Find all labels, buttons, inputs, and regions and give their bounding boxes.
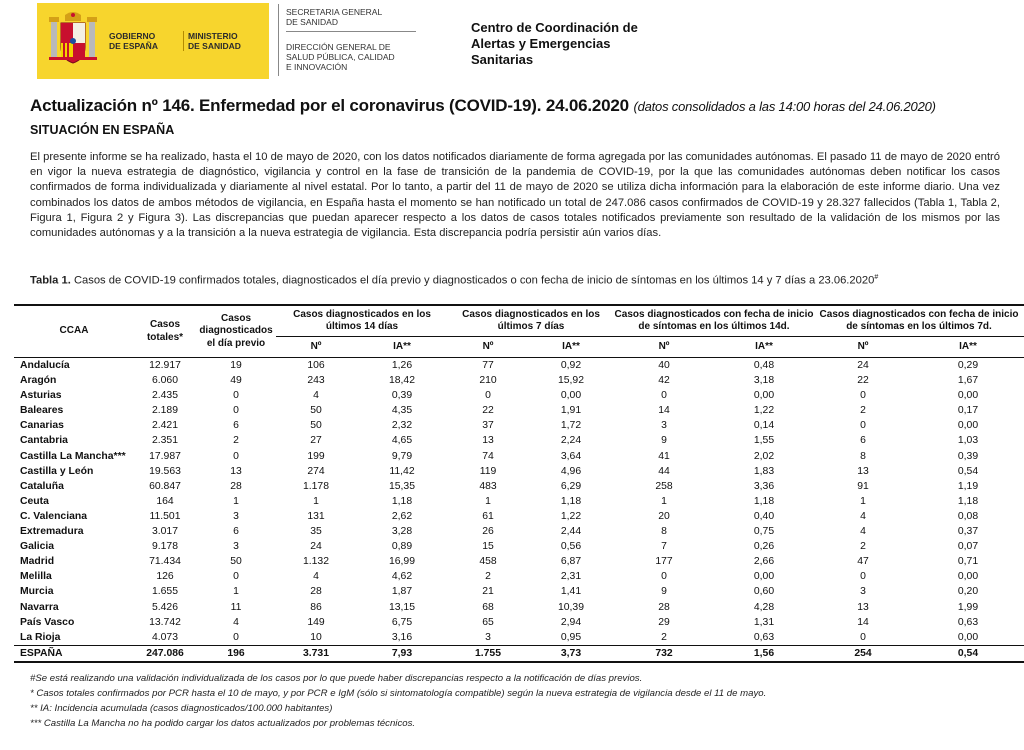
- region-name: La Rioja: [20, 631, 61, 643]
- ministry-label: MINISTERIO DE SANIDAD: [183, 31, 258, 51]
- header-diag-14d: Casos diagnosticados en los últimos 14 días: [276, 305, 448, 337]
- table-cell: 1,31: [753, 616, 775, 628]
- table-cell: 41: [658, 450, 670, 462]
- table-row: [14, 388, 1024, 403]
- table-cell: 2.189: [151, 405, 178, 417]
- table-cell: 3,28: [391, 526, 413, 538]
- table-cell: 13: [857, 465, 869, 477]
- table-cell: 1,41: [560, 586, 582, 598]
- table-row: [14, 358, 1024, 374]
- header-symptoms-7d: Casos diagnosticados con fecha de inicio de síntomas en los últimos 7d.: [814, 305, 1024, 337]
- table-cell: 91: [857, 480, 869, 492]
- table-cell: 4: [313, 390, 319, 402]
- table-cell: 9,79: [391, 450, 413, 462]
- table-cell: 1,18: [391, 495, 413, 507]
- table-cell: 0: [233, 571, 239, 583]
- region-name: Ceuta: [20, 495, 49, 507]
- table-cell: 3.017: [151, 526, 178, 538]
- table-cell: 24: [310, 541, 322, 553]
- table-cell: 35: [310, 526, 322, 538]
- table-cell: 37: [482, 420, 494, 432]
- region-name: Asturias: [20, 390, 62, 402]
- table-cell: 243: [307, 375, 325, 387]
- table-cell: 258: [655, 480, 673, 492]
- table-cell: 28: [310, 586, 322, 598]
- table-cell: 14: [658, 405, 670, 417]
- table-cell: 4,65: [391, 435, 413, 447]
- table-cell: 16,99: [388, 556, 415, 568]
- region-name: Canarias: [20, 420, 64, 432]
- region-name: Madrid: [20, 556, 55, 568]
- table-cell: 177: [655, 556, 673, 568]
- table-row: [14, 539, 1024, 554]
- table-row: [14, 524, 1024, 539]
- table-cell: 106: [307, 360, 325, 371]
- table-cell: 49: [230, 375, 242, 387]
- table-cell: 4,35: [391, 405, 413, 417]
- table-cell: 0,40: [753, 510, 775, 522]
- government-label: GOBIERNO DE ESPAÑA: [109, 31, 158, 51]
- table-cell: 0,92: [560, 360, 582, 371]
- table-cell: 22: [482, 405, 494, 417]
- table-cell: 119: [479, 465, 497, 477]
- header-n: Nº: [276, 337, 356, 358]
- table-body: [14, 358, 1024, 662]
- table-cell: 0: [233, 450, 239, 462]
- header-ia: IA**: [528, 337, 614, 358]
- table-cell: 1,83: [753, 465, 775, 477]
- table-cell: 3,36: [753, 480, 775, 492]
- table-cell: 8: [661, 526, 667, 538]
- table-cell: 1,22: [560, 510, 582, 522]
- table-cell: 149: [307, 616, 325, 628]
- table-cell: 2,66: [753, 556, 775, 568]
- table-caption-mark: #: [874, 274, 879, 281]
- table-cell: 1,19: [957, 480, 979, 492]
- table-cell: 1,26: [391, 360, 413, 371]
- cases-table: [14, 304, 1024, 663]
- table-cell: 4,62: [391, 571, 413, 583]
- table-cell: 20: [658, 510, 670, 522]
- total-cell: 7,93: [356, 645, 448, 662]
- table-row: [14, 569, 1024, 584]
- total-cell: 3,73: [528, 645, 614, 662]
- table-cell: 1: [860, 495, 866, 507]
- table-cell: 0,00: [560, 390, 582, 402]
- table-cell: 4,28: [753, 601, 775, 613]
- header-n: Nº: [814, 337, 912, 358]
- header-ia: IA**: [912, 337, 1024, 358]
- header-symptoms-14d: Casos diagnosticados con fecha de inicio de síntomas en los últimos 14d.: [614, 305, 814, 337]
- table-cell: 2,32: [391, 420, 413, 432]
- page-title: [30, 96, 936, 116]
- title-note: (datos consolidados a las 14:00 horas del 24.06.2020): [633, 99, 936, 114]
- total-cell: 1.755: [448, 645, 528, 662]
- table-cell: 1,55: [753, 435, 775, 447]
- table-cell: 0: [233, 390, 239, 402]
- region-name: Cataluña: [20, 480, 64, 492]
- table-cell: 2.421: [151, 420, 178, 432]
- table-row: [14, 403, 1024, 418]
- table-cell: 2: [485, 571, 491, 583]
- table-cell: 2,02: [753, 450, 775, 462]
- header-ccaa: CCAA: [14, 305, 134, 358]
- table-cell: 2.435: [151, 390, 178, 402]
- table-cell: 77: [482, 360, 494, 371]
- table-cell: 13: [482, 435, 494, 447]
- table-cell: 42: [658, 375, 670, 387]
- table-cell: 11: [230, 601, 242, 613]
- table-cell: 0,00: [957, 390, 979, 402]
- table-cell: 2: [860, 541, 866, 553]
- table-cell: 13: [230, 465, 242, 477]
- table-cell: 4.073: [151, 631, 178, 643]
- region-name: Melilla: [20, 571, 52, 583]
- table-cell: 28: [658, 601, 670, 613]
- table-cell: 0,54: [957, 465, 979, 477]
- total-label: ESPAÑA: [14, 645, 134, 662]
- table-cell: 0,37: [957, 526, 979, 538]
- table-row: [14, 418, 1024, 433]
- table-cell: 3: [661, 420, 667, 432]
- region-name: Murcia: [20, 586, 54, 598]
- table-cell: 1.132: [302, 556, 329, 568]
- table-cell: 0: [860, 631, 866, 643]
- table-cell: 19.563: [149, 465, 181, 477]
- region-name: Castilla La Mancha***: [20, 450, 126, 462]
- header-n: Nº: [448, 337, 528, 358]
- coat-of-arms-icon: [47, 11, 99, 69]
- table-cell: 2,94: [560, 616, 582, 628]
- table-cell: 1.655: [151, 586, 178, 598]
- header-ia: IA**: [356, 337, 448, 358]
- table-cell: 19: [230, 360, 242, 371]
- table-cell: 1,67: [957, 375, 979, 387]
- table-cell: 40: [658, 360, 670, 371]
- table-cell: 0,75: [753, 526, 775, 538]
- table-cell: 0: [233, 405, 239, 417]
- table-cell: 13,15: [388, 601, 415, 613]
- region-name: Extremadura: [20, 526, 84, 538]
- table-cell: 13: [857, 601, 869, 613]
- table-row: [14, 630, 1024, 646]
- table-caption: [30, 274, 1010, 287]
- table-cell: 210: [479, 375, 497, 387]
- table-cell: 47: [857, 556, 869, 568]
- table-cell: 1,99: [957, 601, 979, 613]
- table-cell: 6,75: [391, 616, 413, 628]
- table-cell: 0,60: [753, 586, 775, 598]
- table-cell: 0,00: [957, 420, 979, 432]
- table-cell: 3,18: [753, 375, 775, 387]
- table-cell: 13.742: [149, 616, 181, 628]
- section-heading: SITUACIÓN EN ESPAÑA: [30, 123, 175, 137]
- table-cell: 1,91: [560, 405, 582, 417]
- footnote-ia: ** IA: Incidencia acumulada (casos diagnosticados/100.000 habitantes): [30, 703, 333, 714]
- table-cell: 1,18: [560, 495, 582, 507]
- table-row: [14, 479, 1024, 494]
- table-cell: 274: [307, 465, 325, 477]
- table-cell: 5.426: [151, 601, 178, 613]
- table-caption-text: Casos de COVID-19 confirmados totales, diagnosticados el día previo y diagnosticados o con fecha de inicio de síntomas en los últimos 14 y 7 días a 23.06.2020: [73, 274, 875, 287]
- table-cell: 11.501: [149, 510, 181, 522]
- table-cell: 60.847: [149, 480, 181, 492]
- total-cell: 247.086: [134, 645, 196, 662]
- coordination-center-label: Centro de Coordinación de Alertas y Emergencias Sanitarias: [471, 20, 638, 67]
- table-cell: 9: [661, 435, 667, 447]
- table-cell: 50: [310, 420, 322, 432]
- table-cell: 6: [860, 435, 866, 447]
- table-cell: 1,72: [560, 420, 582, 432]
- table-caption-label: Tabla 1.: [30, 274, 71, 287]
- table-cell: 4: [313, 571, 319, 583]
- table-cell: 0,95: [560, 631, 582, 643]
- table-cell: 0,00: [753, 571, 775, 583]
- table-cell: 0: [661, 390, 667, 402]
- table-cell: 2: [233, 435, 239, 447]
- table-cell: 65: [482, 616, 494, 628]
- table-cell: 0,00: [753, 390, 775, 402]
- header-diag-7d: Casos diagnosticados en los últimos 7 días: [448, 305, 614, 337]
- table-cell: 131: [307, 510, 325, 522]
- region-name: Navarra: [20, 601, 59, 613]
- table-cell: 0,14: [753, 420, 775, 432]
- table-row: [14, 449, 1024, 464]
- table-cell: 1: [313, 495, 319, 507]
- region-name: Castilla y León: [20, 465, 94, 477]
- table-cell: 2,62: [391, 510, 413, 522]
- table-row: [14, 600, 1024, 615]
- title-main: Actualización nº 146. Enfermedad por el coronavirus (COVID-19). 24.06.2020: [30, 96, 629, 115]
- total-row: [14, 645, 1024, 662]
- table-cell: 0,26: [753, 541, 775, 553]
- region-name: Galicia: [20, 541, 55, 553]
- table-cell: 1: [661, 495, 667, 507]
- table-cell: 2: [661, 631, 667, 643]
- table-cell: 14: [857, 616, 869, 628]
- table-cell: 3: [233, 510, 239, 522]
- table-cell: 61: [482, 510, 494, 522]
- table-cell: 68: [482, 601, 494, 613]
- region-name: Baleares: [20, 405, 64, 417]
- table-cell: 0: [661, 571, 667, 583]
- table-cell: 44: [658, 465, 670, 477]
- table-cell: 2,44: [560, 526, 582, 538]
- total-cell: 732: [614, 645, 714, 662]
- table-row: [14, 373, 1024, 388]
- table-cell: 2: [860, 405, 866, 417]
- table-cell: 50: [310, 405, 322, 417]
- table-cell: 2,24: [560, 435, 582, 447]
- table-row: [14, 554, 1024, 569]
- intro-paragraph: El presente informe se ha realizado, hasta el 10 de mayo de 2020, con los datos notificados diariamente de forma agregada por las comunidades autónomas. El pasado 11 de mayo de 2020 entró en vigor la nueva estrategia de diagnóstico, vigilancia y control en la fase de transición de la pandemia de COVID-19, por la que las comunidades autónomas deben notificar los casos confirmados de forma individualizada y diariamente al nivel estatal. Por lo tanto, a partir del 11 de mayo de 2020 se utiliza dicha información para la elaboración de este informe diario. Una vez combinados los datos de ambos métodos de vigilancia, en España hasta el momento se han notificado un total de 247.086 casos confirmados de COVID-19 y 28.327 fallecidos (Tabla 1, Tabla 2, Figura 1, Figura 2 y Figura 3). Las discrepancias que puedan aparecer respecto a los datos de casos totales notificados previamente son resultado de la validación de los mismos por las comunidades autónomas y a la transición a la nueva estrategia de vigilancia. Esta discrepancia podría persistir aún varios días.: [30, 151, 1000, 240]
- table-cell: 1.178: [302, 480, 329, 492]
- table-cell: 15,92: [557, 375, 584, 387]
- total-cell: 254: [814, 645, 912, 662]
- table-cell: 74: [482, 450, 494, 462]
- table-cell: 0,00: [957, 571, 979, 583]
- table-cell: 0,48: [753, 360, 775, 371]
- table-cell: 24: [857, 360, 869, 371]
- region-name: C. Valenciana: [20, 510, 87, 522]
- table-cell: 1,22: [753, 405, 775, 417]
- table-cell: 3: [860, 586, 866, 598]
- table-cell: 11,42: [389, 465, 415, 477]
- table-cell: 0: [485, 390, 491, 402]
- table-cell: 0: [233, 631, 239, 643]
- table-row: [14, 494, 1024, 509]
- table-cell: 27: [310, 435, 322, 447]
- table-cell: 7: [661, 541, 667, 553]
- table-cell: 6: [233, 420, 239, 432]
- table-cell: 0,63: [753, 631, 775, 643]
- table-cell: 199: [307, 450, 325, 462]
- table-cell: 6.060: [151, 375, 178, 387]
- table-cell: 86: [310, 601, 322, 613]
- header-previous-day: Casos diagnosticados el día previo: [196, 305, 276, 358]
- table-cell: 12.917: [149, 360, 181, 371]
- table-cell: 1,18: [957, 495, 979, 507]
- table-cell: 15: [482, 541, 494, 553]
- table-cell: 0,00: [957, 631, 979, 643]
- directorate-label: DIRECCIÓN GENERAL DE SALUD PÚBLICA, CALIDAD E INNOVACIÓN: [286, 42, 395, 72]
- table-cell: 18,42: [388, 375, 415, 387]
- table-cell: 0: [860, 571, 866, 583]
- table-cell: 0,07: [957, 541, 979, 553]
- table-cell: 1,18: [753, 495, 775, 507]
- table-cell: 0,29: [957, 360, 979, 371]
- table-cell: 3,64: [560, 450, 582, 462]
- table-cell: 22: [857, 375, 869, 387]
- table-cell: 164: [156, 495, 174, 507]
- table-cell: 1,03: [957, 435, 979, 447]
- table-cell: 10,39: [557, 601, 584, 613]
- table-cell: 3: [233, 541, 239, 553]
- table-row: [14, 464, 1024, 479]
- table-cell: 6,29: [560, 480, 582, 492]
- table-cell: 50: [230, 556, 242, 568]
- table-cell: 17.987: [149, 450, 181, 462]
- region-name: Andalucía: [20, 360, 70, 371]
- government-logo: [37, 3, 269, 79]
- table-cell: 0,56: [560, 541, 582, 553]
- table-cell: 4,96: [560, 465, 582, 477]
- header-n: Nº: [614, 337, 714, 358]
- total-cell: 3.731: [276, 645, 356, 662]
- footnote-castilla: *** Castilla La Mancha no ha podido cargar los datos actualizados por problemas técnicos.: [30, 718, 416, 729]
- secretariat-label: SECRETARIA GENERAL DE SANIDAD: [286, 7, 416, 32]
- footnote-total-cases: * Casos totales confirmados por PCR hasta el 10 de mayo, y por PCR e IgM (sólo si sintomatología compatible) según la nueva estrategia de vigilancia desde el 11 de mayo.: [30, 688, 767, 699]
- table-row: [14, 433, 1024, 448]
- secretariat-box: [278, 4, 418, 76]
- total-cell: 0,54: [912, 645, 1024, 662]
- table-cell: 0,20: [957, 586, 979, 598]
- table-cell: 2.351: [151, 435, 178, 447]
- table-cell: 9.178: [151, 541, 178, 553]
- table-cell: 0,39: [957, 450, 979, 462]
- footnote-validation: #Se está realizando una validación individualizada de los casos por lo que puede haber discrepancias respecto a la notificación de días previos.: [30, 673, 643, 684]
- table-cell: 3: [485, 631, 491, 643]
- total-cell: 196: [196, 645, 276, 662]
- table-cell: 0,71: [957, 556, 979, 568]
- table-cell: 0,08: [957, 510, 979, 522]
- table-cell: 0,63: [957, 616, 979, 628]
- table-cell: 0: [860, 420, 866, 432]
- table-cell: 6: [233, 526, 239, 538]
- table-cell: 1: [485, 495, 491, 507]
- region-name: Aragón: [20, 375, 57, 387]
- table-row: [14, 584, 1024, 599]
- table-row: [14, 509, 1024, 524]
- table-cell: 0,39: [391, 390, 413, 402]
- header-total-cases: Casos totales*: [134, 305, 196, 358]
- table-cell: 71.434: [149, 556, 181, 568]
- table-cell: 0: [860, 390, 866, 402]
- table-cell: 126: [156, 571, 174, 583]
- table-cell: 1,87: [391, 586, 413, 598]
- table-cell: 3,16: [391, 631, 413, 643]
- total-cell: 1,56: [714, 645, 814, 662]
- table-cell: 458: [479, 556, 497, 568]
- table-row: [14, 615, 1024, 630]
- table-cell: 6,87: [560, 556, 582, 568]
- table-cell: 1: [233, 586, 239, 598]
- table-cell: 2,31: [560, 571, 582, 583]
- table-cell: 483: [479, 480, 497, 492]
- header-ia: IA**: [714, 337, 814, 358]
- table-cell: 0,17: [957, 405, 979, 417]
- table-cell: 4: [233, 616, 239, 628]
- region-name: Cantabria: [20, 435, 68, 447]
- table-cell: 15,35: [388, 480, 415, 492]
- footnotes: [30, 671, 990, 731]
- table-cell: 8: [860, 450, 866, 462]
- table-cell: 4: [860, 510, 866, 522]
- table-cell: 28: [230, 480, 242, 492]
- table-cell: 10: [310, 631, 322, 643]
- table-cell: 4: [860, 526, 866, 538]
- table-cell: 0,89: [391, 541, 413, 553]
- region-name: País Vasco: [20, 616, 75, 628]
- table-cell: 26: [482, 526, 494, 538]
- table-cell: 21: [482, 586, 494, 598]
- table-cell: 29: [658, 616, 670, 628]
- table-cell: 9: [661, 586, 667, 598]
- table-cell: 1: [233, 495, 239, 507]
